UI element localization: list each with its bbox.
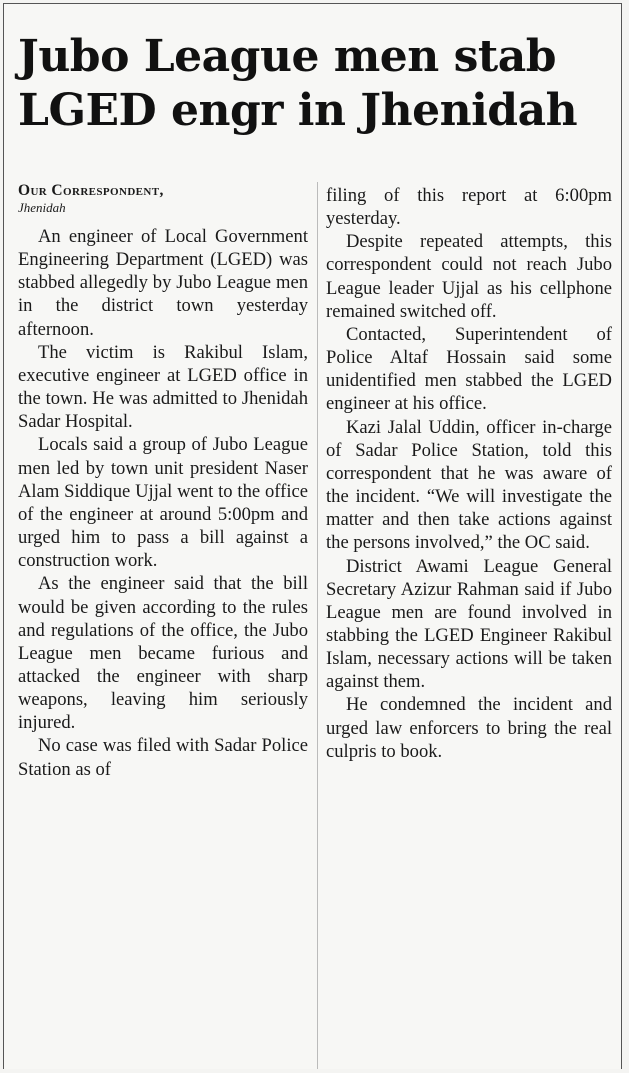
dateline: Jhenidah (18, 200, 66, 215)
newspaper-clipping (3, 3, 622, 1069)
paragraph: District Awami League General Secretary Azizur Rahman said if Jubo League men are found involved in stabbing the LGED Engineer Rakibul Islam, necessary actions will be taken against them. (326, 555, 612, 693)
paragraph: Kazi Jalal Uddin, officer in-charge of Sadar Police Station, told this correspondent that he was aware of the incident. “We will investigate the matter and then take actions against the persons involved,” the OC said. (326, 416, 612, 554)
paragraph: Despite repeated attempts, this correspondent could not reach Jubo League leader Ujjal as his cellphone remained switched off. (326, 231, 612, 322)
paragraph: Contacted, Superintendent of Police Altaf Hossain said some unidentified men stabbed the LGED engineer at his office. (326, 323, 612, 415)
column-divider (317, 182, 318, 1069)
paragraph: No case was filed with Sadar Police Station as of (18, 735, 308, 780)
paragraph: An engineer of Local Government Engineering Department (LGED) was stabbed allegedly by Jubo League men in the district town yesterday afternoon. (18, 226, 308, 340)
article-column-left (18, 180, 308, 781)
paragraph: The victim is Rakibul Islam, executive engineer at LGED office in the town. He was admitted to Jhenidah Sadar Hospital. (18, 341, 308, 433)
headline: Jubo League men stab LGED engr in Jhenidah (18, 31, 578, 136)
paragraph: He condemned the incident and urged law enforcers to bring the real culpris to book. (326, 694, 612, 762)
paragraph: As the engineer said that the bill would be given according to the rules and regulations of the office, the Jubo League men became furious and attacked the engineer with sharp weapons, leaving him seriously injured. (18, 573, 308, 734)
paragraph: filing of this report at 6:00pm yesterday. (326, 185, 612, 230)
byline: Our Correspondent, (18, 182, 164, 199)
paragraph: Locals said a group of Jubo League men led by town unit president Naser Alam Siddique Ujjal went to the office of the engineer at around 5:00pm and urged him to pass a bill against a construction work. (18, 434, 308, 572)
article-column-right (326, 184, 612, 763)
